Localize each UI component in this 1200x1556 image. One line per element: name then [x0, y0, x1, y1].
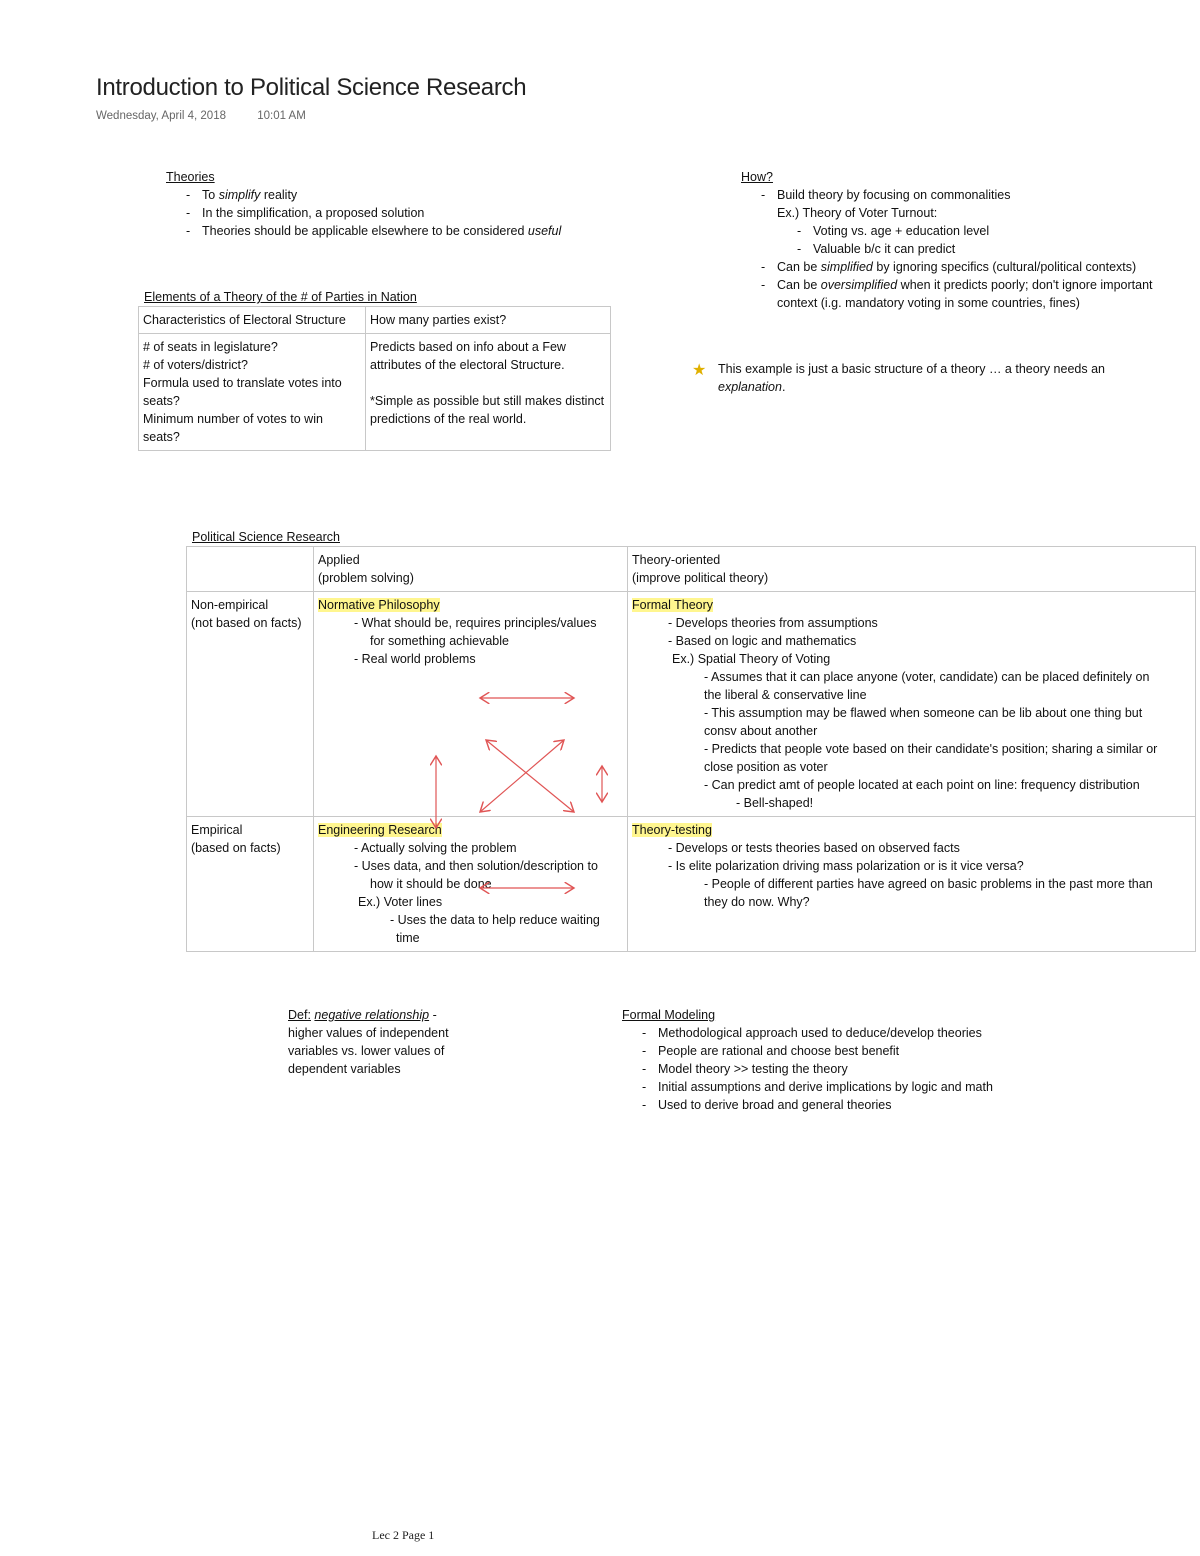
table-row: [187, 547, 1196, 592]
how-sublist: [795, 222, 1153, 258]
table-row-header: Non-empirical (not based on facts): [187, 592, 314, 817]
formal-theory-cell: Formal Theory - Develops theories from assumptions - Based on logic and mathematics Ex.) Spatial Theory of Voting - Assumes that it can place anyone (voter, candidate) can be placed definitely on the liberal & conservative line - This assumption may be flawed when someone can be lib about one thing but consv about another - Predicts that people vote based on their candidate's position; sharing a similar or close position as voter - Can predict amt of people located at each point on line: frequency distribution - Bell-shaped!: [628, 592, 1196, 817]
how-section: [741, 168, 1153, 312]
page-title: Introduction to Political Science Research: [96, 74, 527, 101]
elements-heading: Elements of a Theory of the # of Parties in Nation: [144, 290, 417, 304]
modeling-heading: Formal Modeling: [622, 1008, 716, 1022]
how-item: - Build theory by focusing on commonalities: [759, 186, 1153, 204]
how-item: - Can be simplified by ignoring specifics (cultural/political contexts): [759, 258, 1153, 276]
how-item: - Can be oversimplified when it predicts poorly; don't ignore important: [759, 276, 1153, 294]
page-footer: Lec 2 Page 1: [372, 1528, 435, 1542]
how-example: Ex.) Theory of Voter Turnout:: [777, 206, 938, 220]
table-cell: [187, 547, 314, 592]
page-time: 10:01 AM: [257, 110, 306, 122]
research-table: [186, 546, 1196, 952]
modeling-section: [622, 1006, 993, 1114]
theories-list: [184, 186, 561, 240]
page-date: Wednesday, April 4, 2018: [96, 110, 226, 122]
theories-item: - To simplify reality: [184, 186, 561, 204]
theories-item: - Theories should be applicable elsewhere to be considered useful: [184, 222, 561, 240]
table-header-cell: Characteristics of Electoral Structure: [139, 307, 366, 334]
theories-section: [166, 168, 561, 240]
table-row: [139, 307, 611, 334]
how-item-continuation: context (i.g. mandatory voting in some countries, fines): [777, 296, 1080, 310]
table-cell: Predicts based on info about a Few attributes of the electoral Structure. *Simple as possible but still makes distinct predictions of the real world.: [366, 334, 611, 451]
normative-cell: Normative Philosophy - What should be, requires principles/values for something achievable - Real world problems: [314, 592, 628, 817]
list-item: - People are rational and choose best benefit: [640, 1042, 993, 1060]
how-heading: How?: [741, 170, 773, 184]
table-row: [139, 334, 611, 451]
star-icon: ★: [692, 362, 707, 379]
list-item: - Initial assumptions and derive implications by logic and math: [640, 1078, 993, 1096]
engineering-cell: Engineering Research - Actually solving the problem - Uses data, and then solution/description to how it should be done Ex.) Voter lines - Uses the data to help reduce waiting time: [314, 817, 628, 952]
note-text: This example is just a basic structure of a theory … a theory needs an explanation.: [718, 362, 1105, 394]
table-cell: # of seats in legislature? # of voters/district? Formula used to translate votes into seats? Minimum number of votes to win seats?: [139, 334, 366, 451]
table-header-cell: Theory-oriented (improve political theory): [628, 547, 1196, 592]
page-meta: [96, 110, 334, 122]
table-row-header: Empirical (based on facts): [187, 817, 314, 952]
elements-table: [138, 306, 611, 451]
list-item: - Methodological approach used to deduce/develop theories: [640, 1024, 993, 1042]
list-item: - Used to derive broad and general theories: [640, 1096, 993, 1114]
table-header-cell: How many parties exist?: [366, 307, 611, 334]
definition-section: Def: negative relationship - higher values of independent variables vs. lower values of dependent variables: [288, 1008, 449, 1076]
theories-item: - In the simplification, a proposed solution: [184, 204, 561, 222]
how-subitem: - Valuable b/c it can predict: [795, 240, 1153, 258]
table-row: [187, 817, 1196, 952]
research-heading: Political Science Research: [192, 530, 340, 544]
theories-heading: Theories: [166, 170, 215, 184]
how-list-2: [759, 258, 1153, 294]
modeling-list: [640, 1024, 993, 1114]
how-subitem: - Voting vs. age + education level: [795, 222, 1153, 240]
theory-testing-cell: Theory-testing - Develops or tests theories based on observed facts - Is elite polarization driving mass polarization or is it vice versa? - People of different parties have agreed on basic problems in the past more than they do now. Why?: [628, 817, 1196, 952]
how-list: [759, 186, 1153, 204]
list-item: - Model theory >> testing the theory: [640, 1060, 993, 1078]
table-header-cell: Applied (problem solving): [314, 547, 628, 592]
table-row: [187, 592, 1196, 817]
